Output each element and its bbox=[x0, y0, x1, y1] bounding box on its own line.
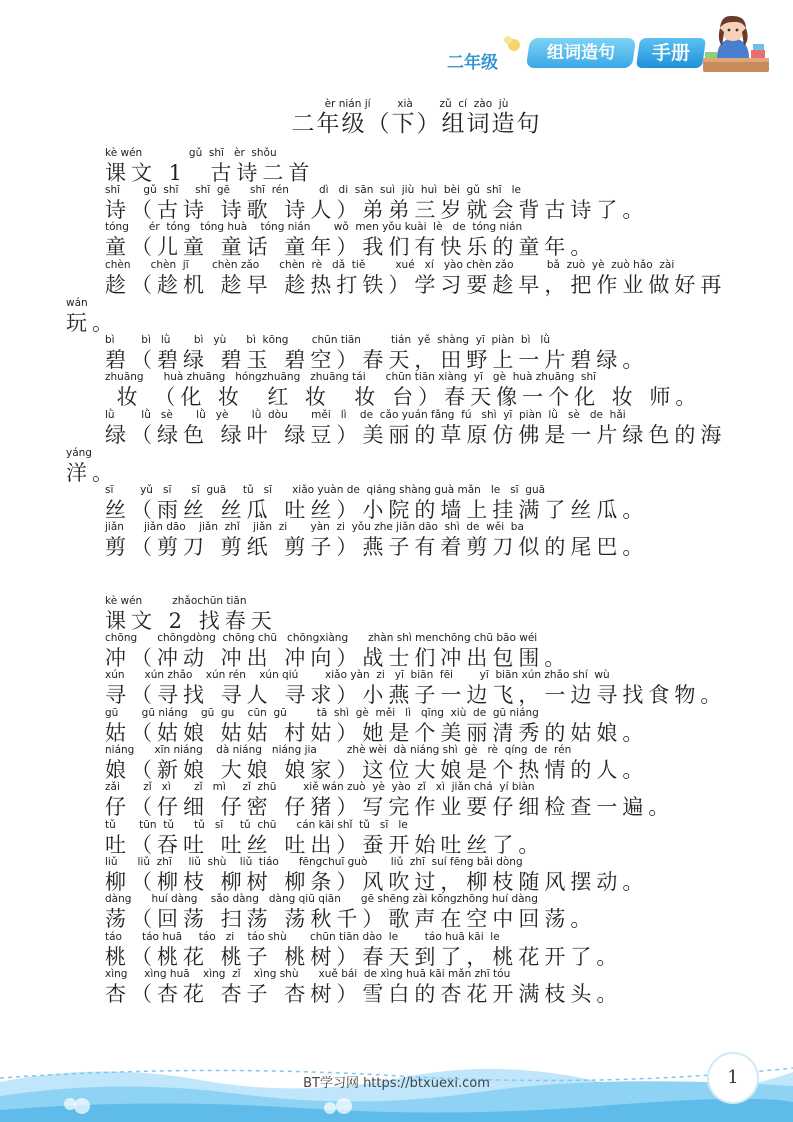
hanzi-line: 绿（绿色 绿叶 绿豆）美丽的草原仿佛是一片绿色的海 bbox=[105, 423, 727, 447]
vocabulary-line bbox=[105, 183, 648, 223]
vocabulary-line bbox=[105, 855, 648, 895]
hanzi-line: 玩。 bbox=[66, 311, 118, 335]
vocabulary-line bbox=[105, 594, 277, 634]
grade-label: 二年级 bbox=[447, 53, 498, 73]
pinyin-line: niáng xīn niáng dà niáng niáng jia zhè wèi dà niáng shì gè rè qíng de rén bbox=[105, 744, 572, 756]
pinyin-line: chèn chèn jī chèn zǎo chèn rè dǎ tiě xué xí yào chèn zǎo bǎ zuò yè zuò hǎo zài bbox=[105, 259, 675, 271]
vocabulary-line bbox=[105, 892, 596, 932]
title-text: 二年级（下）组词造句 bbox=[291, 111, 542, 137]
vocabulary-line bbox=[105, 668, 726, 708]
hanzi-line: 杏（杏花 杏子 杏树）雪白的杏花开满枝头。 bbox=[105, 982, 623, 1006]
hanzi-line: 课文 2 找春天 bbox=[105, 609, 277, 633]
vocabulary-line bbox=[105, 780, 674, 820]
title-pinyin: èr nián jí xià zǔ cí zào jù bbox=[324, 98, 509, 110]
pinyin-line: xún xún zhǎo xún rén xún qiú xiǎo yàn zi yī biān fēi yī biān xún zhǎo shí wù bbox=[105, 669, 610, 681]
hanzi-line: 诗（古诗 诗歌 诗人）弟弟三岁就会背古诗了。 bbox=[105, 198, 649, 222]
pinyin-line: gū gū niáng gū gu cūn gū tā shì gè měi lì qīng xiù de gū niáng bbox=[105, 707, 539, 719]
hanzi-line: 姑（姑娘 姑姑 村姑）她是个美丽清秀的姑娘。 bbox=[105, 721, 649, 745]
vocabulary-line bbox=[105, 706, 648, 746]
hanzi-line: 趁（趁机 趁早 趁热打铁）学习要趁早，把作业做好再 bbox=[105, 273, 727, 297]
vocabulary-line bbox=[105, 258, 726, 298]
vocabulary-line bbox=[105, 333, 648, 373]
hanzi-line: 桃（桃花 桃子 桃树）春天到了，桃花开了。 bbox=[105, 945, 623, 969]
hanzi-line: 冲（冲动 冲出 冲向）战士们冲出包围。 bbox=[105, 646, 571, 670]
pinyin-line: zǎi zǐ xì zǐ mì zǐ zhū xiě wán zuò yè yào zǐ xì jiǎn chá yí biàn bbox=[105, 781, 535, 793]
pinyin-line: xìng xìng huā xìng zǐ xìng shù xuě bái de xìng huā kāi mǎn zhī tóu bbox=[105, 968, 511, 980]
hanzi-line: 童（儿童 童话 童年）我们有快乐的童年。 bbox=[105, 235, 597, 259]
pinyin-line: kè wén zhǎochūn tiān bbox=[105, 595, 247, 607]
hanzi-line: 仔（仔细 仔密 仔猪）写完作业要仔细检查一遍。 bbox=[105, 795, 675, 819]
hanzi-line: 碧（碧绿 碧玉 碧空）春天，田野上一片碧绿。 bbox=[105, 348, 649, 372]
vocabulary-line bbox=[105, 520, 648, 560]
vocabulary-line bbox=[105, 483, 648, 523]
vocabulary-line bbox=[105, 967, 622, 1007]
hanzi-line: 剪（剪刀 剪纸 剪子）燕子有着剪刀似的尾巴。 bbox=[105, 535, 649, 559]
pinyin-line: tóng ér tóng tóng huà tóng nián wǒ men yǒu kuài lè de tóng nián bbox=[105, 221, 523, 233]
hanzi-line: 课文 1 古诗二首 bbox=[105, 161, 315, 185]
pinyin-line: lǜ lǜ sè lǜ yè lǜ dòu měi lì de cǎo yuán fǎng fú shì yī piàn lǜ sè de hǎi bbox=[105, 409, 626, 421]
pinyin-line: wán bbox=[66, 297, 88, 309]
vocabulary-line bbox=[105, 370, 701, 410]
vocabulary-line bbox=[105, 146, 314, 186]
pinyin-line: sī yǔ sī sī guā tǔ sī xiǎo yuàn de qiáng shàng guà mǎn le sī guā bbox=[105, 484, 546, 496]
pinyin-line: liǔ liǔ zhī liǔ shù liǔ tiáo fēngchuī guò liǔ zhī suí fēng bǎi dòng bbox=[105, 856, 523, 868]
page-number: 1 bbox=[707, 1052, 759, 1104]
vocabulary-line bbox=[105, 743, 648, 783]
pinyin-line: yáng bbox=[66, 447, 92, 459]
pinyin-line: shī gǔ shī shī gē shī rén dì di sān suì jiù huì bèi gǔ shī le bbox=[105, 184, 521, 196]
pinyin-line: táo táo huā táo zi táo shù chūn tiān dào le táo huā kāi le bbox=[105, 931, 500, 943]
page-header bbox=[0, 0, 793, 80]
vocabulary-line bbox=[105, 408, 726, 448]
continuation-line bbox=[66, 296, 118, 336]
vocabulary-line bbox=[105, 818, 544, 858]
continuation-line bbox=[66, 446, 118, 486]
hanzi-line: 柳（柳枝 柳树 柳条）风吹过，柳枝随风摆动。 bbox=[105, 870, 649, 894]
series-suffix: 手册 bbox=[636, 38, 706, 68]
hanzi-line: 丝（雨丝 丝瓜 吐丝）小院的墙上挂满了丝瓜。 bbox=[105, 498, 649, 522]
pinyin-line: zhuāng huà zhuāng hóngzhuāng zhuāng tái chūn tiān xiàng yī gè huà zhuāng shī bbox=[105, 371, 597, 383]
hanzi-line: 洋。 bbox=[66, 461, 118, 485]
student-mascot-icon bbox=[703, 12, 769, 74]
hanzi-line: 妆 （化 妆 红 妆 妆 台）春天像一个化 妆 师。 bbox=[105, 385, 702, 409]
hanzi-line: 吐（吞吐 吐丝 吐出）蚕开始吐丝了。 bbox=[105, 833, 545, 857]
series-title: 组词造句 bbox=[526, 38, 636, 68]
pinyin-line: jiǎn jiǎn dāo jiǎn zhǐ jiǎn zi yàn zi yǒu zhe jiǎn dāo shì de wěi ba bbox=[105, 521, 524, 533]
pinyin-line: bì bì lǜ bì yù bì kōng chūn tiān tián yě shàng yī piàn bì lǜ bbox=[105, 334, 551, 346]
pinyin-line: chōng chōngdòng chōng chū chōngxiàng zhàn shì menchōng chū bāo wéi bbox=[105, 632, 538, 644]
pinyin-line: kè wén gǔ shī èr shǒu bbox=[105, 147, 277, 159]
watermark-text: BT学习网 https://btxuexi.com bbox=[303, 1076, 490, 1091]
hanzi-line: 荡（回荡 扫荡 荡秋千）歌声在空中回荡。 bbox=[105, 907, 597, 931]
hanzi-line: 寻（寻找 寻人 寻求）小燕子一边飞，一边寻找食物。 bbox=[105, 683, 727, 707]
pinyin-line: tǔ tūn tǔ tǔ sī tǔ chū cán kāi shǐ tǔ sī le bbox=[105, 819, 408, 831]
vocabulary-line bbox=[105, 930, 622, 970]
hanzi-line: 娘（新娘 大娘 娘家）这位大娘是个热情的人。 bbox=[105, 758, 649, 782]
pinyin-line: dàng huí dàng sǎo dàng dàng qiū qiān gē shēng zài kōngzhōng huí dàng bbox=[105, 893, 538, 905]
vocabulary-line bbox=[105, 631, 570, 671]
vocabulary-line bbox=[105, 220, 596, 260]
document-title bbox=[0, 98, 793, 138]
